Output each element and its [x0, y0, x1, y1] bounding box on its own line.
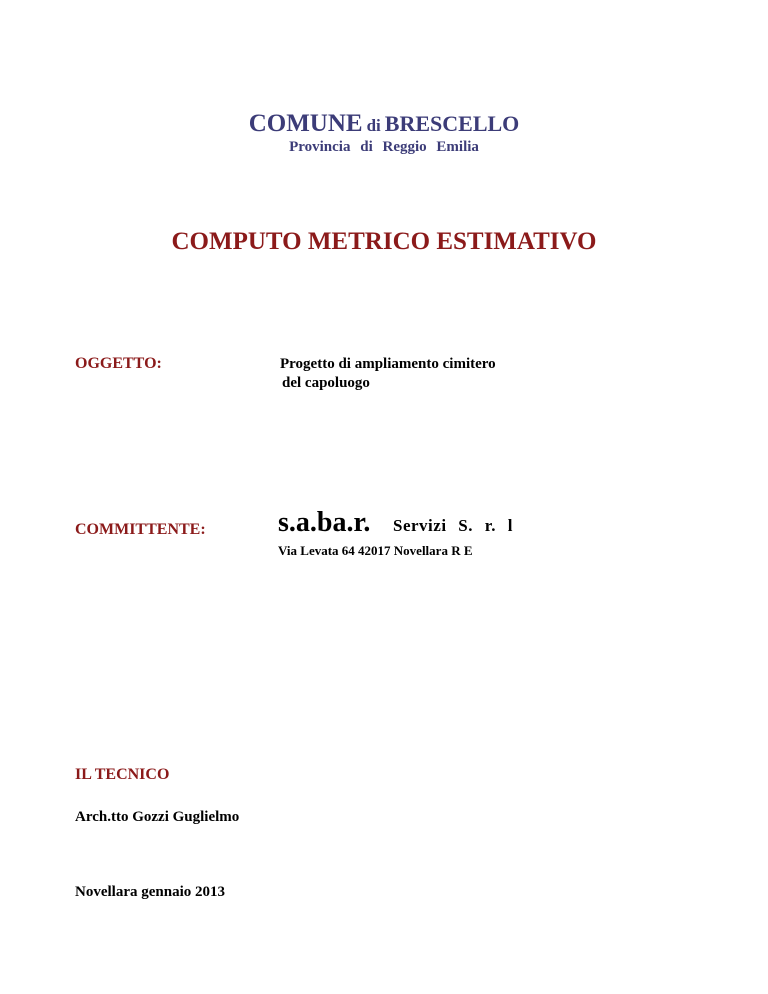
oggetto-text-line2: del capoluogo — [282, 375, 370, 391]
province-subheading: Provincia di Reggio Emilia — [289, 139, 479, 155]
di-word: di — [366, 116, 381, 135]
place-date: Novellara gennaio 2013 — [75, 884, 225, 900]
company-suffix: Servizi S. r. l — [393, 516, 513, 535]
tecnico-label: IL TECNICO — [75, 766, 170, 783]
committente-label: COMMITTENTE: — [75, 521, 206, 538]
municipality-heading — [0, 110, 768, 138]
company-address: Via Levata 64 42017 Novellara R E — [278, 543, 473, 558]
company-name: s.a.ba.r. — [278, 507, 371, 538]
tecnico-name: Arch.tto Gozzi Guglielmo — [75, 809, 240, 825]
oggetto-text-line1: Progetto di ampliamento cimitero — [280, 356, 496, 372]
oggetto-label: OGGETTO: — [75, 355, 162, 372]
brescello-word: BRESCELLO — [384, 111, 520, 136]
document-title: COMPUTO METRICO ESTIMATIVO — [171, 228, 597, 255]
comune-word: COMUNE — [248, 110, 363, 137]
